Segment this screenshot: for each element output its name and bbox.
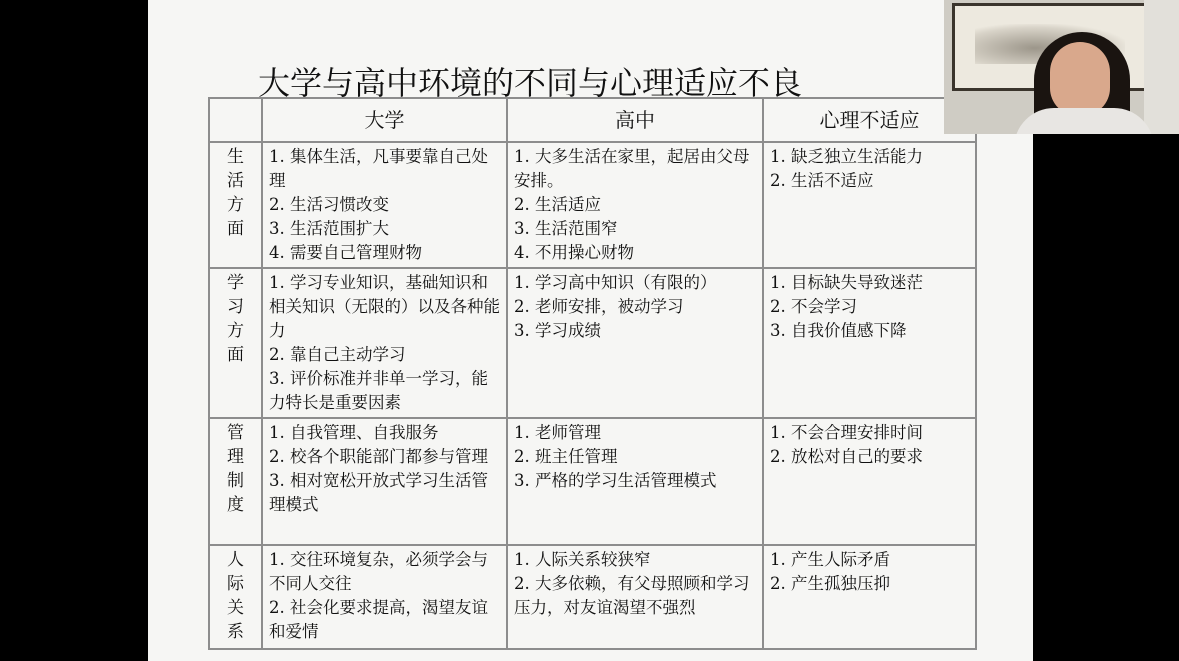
cell-maladjustment-life: 1. 缺乏独立生活能力 2. 生活不适应	[763, 142, 976, 268]
header-highschool: 高中	[507, 98, 763, 142]
header-maladjustment: 心理不适应	[763, 98, 976, 142]
table-row	[209, 142, 976, 268]
cell-university-life: 1. 集体生活，凡事要靠自己处理 2. 生活习惯改变 3. 生活范围扩大 4. 需要自己管理财物	[262, 142, 507, 268]
comparison-table	[208, 97, 977, 650]
cell-university-relationships: 1. 交往环境复杂，必须学会与不同人交往 2. 社会化要求提高，渴望友谊和爱情	[262, 545, 507, 649]
row-label-management: 管 理 制 度	[209, 418, 262, 545]
row-label-study: 学 习 方 面	[209, 268, 262, 418]
table-row	[209, 268, 976, 418]
cell-highschool-study: 1. 学习高中知识（有限的） 2. 老师安排，被动学习 3. 学习成绩	[507, 268, 763, 418]
cell-highschool-life: 1. 大多生活在家里，起居由父母安排。 2. 生活适应 3. 生活范围窄 4. 不用操心财物	[507, 142, 763, 268]
table-row	[209, 545, 976, 649]
cell-university-management: 1. 自我管理、自我服务 2. 校各个职能部门都参与管理 3. 相对宽松开放式学习生活管理模式	[262, 418, 507, 545]
row-label-relationships: 人 际 关 系	[209, 545, 262, 649]
header-corner	[209, 98, 262, 142]
row-label-life: 生 活 方 面	[209, 142, 262, 268]
cell-highschool-management: 1. 老师管理 2. 班主任管理 3. 严格的学习生活管理模式	[507, 418, 763, 545]
table-header-row	[209, 98, 976, 142]
slide-title: 大学与高中环境的不同与心理适应不良	[257, 64, 802, 102]
header-university: 大学	[262, 98, 507, 142]
cell-maladjustment-relationships: 1. 产生人际矛盾 2. 产生孤独压抑	[763, 545, 976, 649]
cell-maladjustment-management: 1. 不会合理安排时间 2. 放松对自己的要求	[763, 418, 976, 545]
cell-maladjustment-study: 1. 目标缺失导致迷茫 2. 不会学习 3. 自我价值感下降	[763, 268, 976, 418]
right-black-bar	[1033, 134, 1179, 661]
webcam-overlay	[944, 0, 1179, 134]
table-row	[209, 418, 976, 545]
cell-university-study: 1. 学习专业知识，基础知识和相关知识（无限的）以及各种能力 2. 靠自己主动学习 3. 评价标准并非单一学习，能力特长是重要因素	[262, 268, 507, 418]
cell-highschool-relationships: 1. 人际关系较狭窄 2. 大多依赖，有父母照顾和学习压力，对友谊渴望不强烈	[507, 545, 763, 649]
